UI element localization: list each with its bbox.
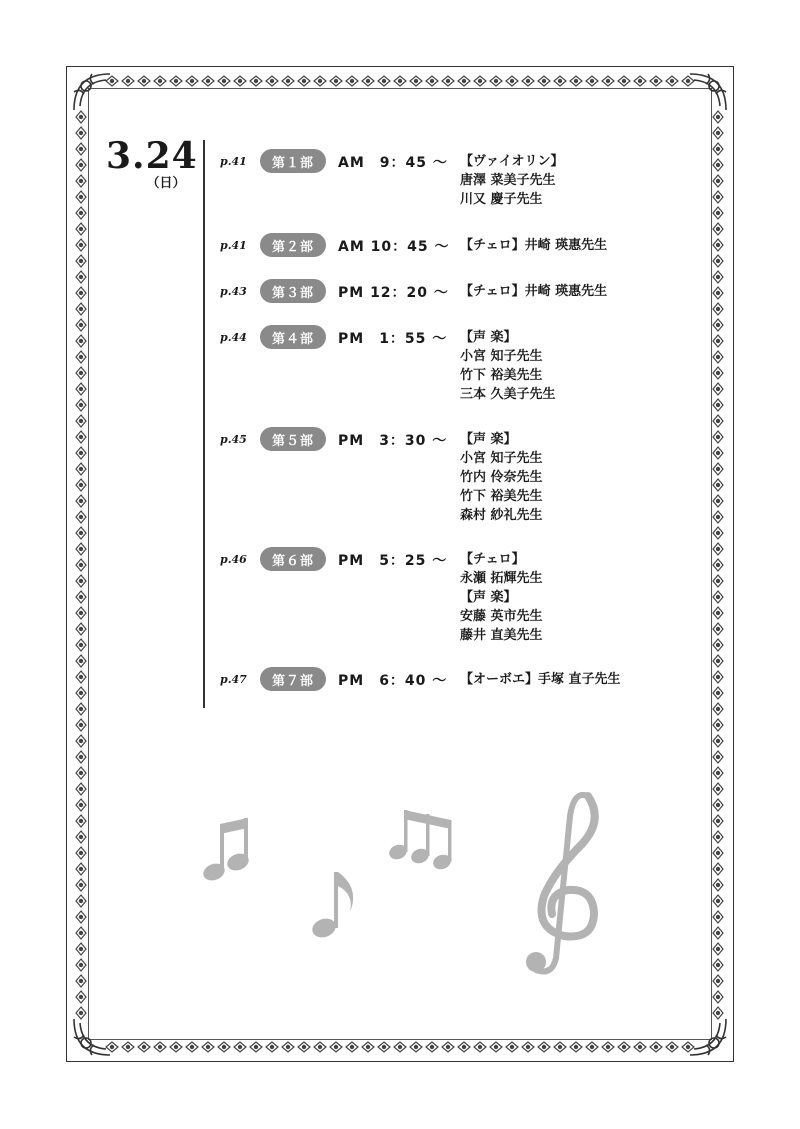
performer-line: 唐澤 菜美子先生 xyxy=(460,173,556,188)
page-reference: p.41 xyxy=(220,155,247,168)
session-time: AM 9：45 ～ xyxy=(338,155,448,171)
border-ornament-left xyxy=(74,104,88,1025)
page-reference: p.41 xyxy=(220,239,247,252)
session-time: PM 12：20 ～ xyxy=(338,285,449,301)
session-time: PM 6：40 ～ xyxy=(338,673,448,689)
performer-line: 小宮 知子先生 xyxy=(460,349,543,364)
session-badge: 第３部 xyxy=(260,279,326,303)
page-reference: p.43 xyxy=(220,285,247,298)
border-ornament-bottom xyxy=(104,1040,696,1054)
session-badge: 第６部 xyxy=(260,547,326,571)
performer-line: 【ヴァイオリン】 xyxy=(460,154,564,169)
performer-line: 永瀬 拓輝先生 xyxy=(460,571,543,586)
corner-flourish-icon xyxy=(70,1015,114,1059)
performer-line: 【声 楽】 xyxy=(460,330,517,345)
date-weekday: （日） xyxy=(146,176,186,191)
session-badge: 第１部 xyxy=(260,149,326,173)
performer-line: 【オーボエ】手塚 直子先生 xyxy=(460,672,621,687)
performer-line: 【チェロ】井崎 瑛惠先生 xyxy=(460,238,608,253)
performer-list xyxy=(460,550,543,645)
session-badge: 第５部 xyxy=(260,427,326,451)
corner-flourish-icon xyxy=(686,1015,730,1059)
page-reference: p.45 xyxy=(220,433,247,446)
page-reference: p.44 xyxy=(220,331,247,344)
date-day: 3.24 xyxy=(106,135,198,177)
performer-line: 三本 久美子先生 xyxy=(460,387,556,402)
performer-line: 【チェロ】 xyxy=(460,552,525,567)
performer-list xyxy=(460,282,607,301)
divider-line xyxy=(203,140,205,708)
performer-line: 森村 紗礼先生 xyxy=(460,508,543,523)
performer-line: 竹内 伶奈先生 xyxy=(460,470,543,485)
page-reference: p.47 xyxy=(220,673,247,686)
session-time: AM 10：45 ～ xyxy=(338,239,450,255)
date-block xyxy=(106,136,196,192)
performer-line: 【声 楽】 xyxy=(460,432,517,447)
session-time: PM 1：55 ～ xyxy=(338,331,448,347)
music-notes-icon xyxy=(190,780,620,980)
session-time: PM 3：30 ～ xyxy=(338,433,448,449)
performer-line: 【声 楽】 xyxy=(460,590,517,605)
session-badge: 第２部 xyxy=(260,233,326,257)
performer-list xyxy=(460,430,543,525)
performer-line: 竹下 裕美先生 xyxy=(460,489,543,504)
border-ornament-right xyxy=(711,104,725,1025)
performer-list xyxy=(460,236,607,255)
border-ornament-top xyxy=(104,74,696,88)
session-badge: 第４部 xyxy=(260,325,326,349)
performer-list xyxy=(460,152,563,209)
performer-line: 小宮 知子先生 xyxy=(460,451,543,466)
performer-line: 【チェロ】井崎 瑛惠先生 xyxy=(460,284,608,299)
performer-line: 竹下 裕美先生 xyxy=(460,368,543,383)
corner-flourish-icon xyxy=(70,70,114,114)
session-time: PM 5：25 ～ xyxy=(338,553,448,569)
performer-line: 安藤 英市先生 xyxy=(460,609,543,624)
corner-flourish-icon xyxy=(686,70,730,114)
session-badge: 第７部 xyxy=(260,667,326,691)
page-reference: p.46 xyxy=(220,553,247,566)
performer-line: 藤井 直美先生 xyxy=(460,628,543,643)
performer-list xyxy=(460,670,621,689)
performer-line: 川又 慶子先生 xyxy=(460,192,543,207)
performer-list xyxy=(460,328,556,404)
